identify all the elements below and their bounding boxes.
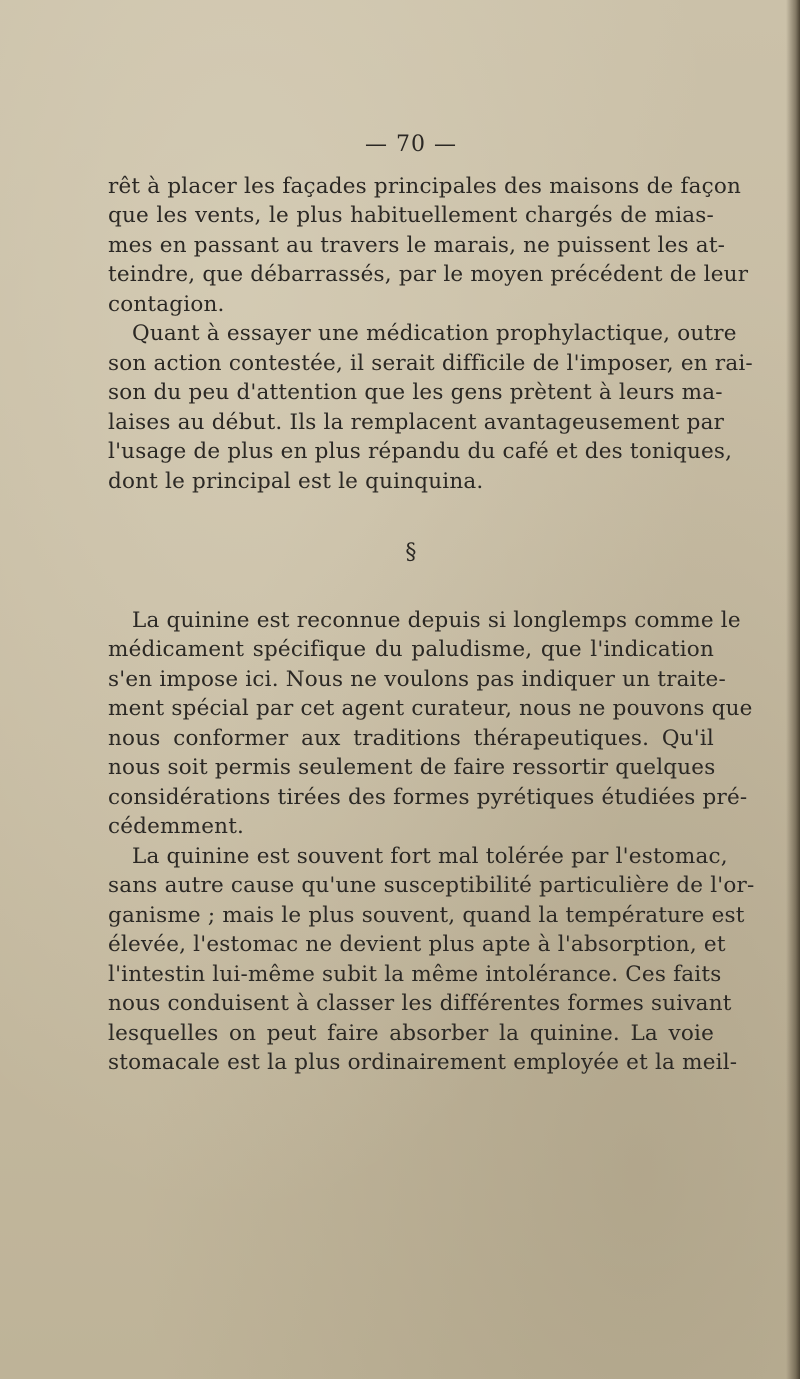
text-line: La quinine est reconnue depuis si longlemps comme le — [132, 607, 741, 633]
text-line: sans autre cause qu'une susceptibilité particulière de l'or- — [108, 873, 755, 898]
text-line: contagion. — [108, 291, 225, 317]
text-line: s'en impose ici. Nous ne voulons pas indiquer un traite- — [108, 666, 726, 692]
text-line: considérations tirées des formes pyrétiques étudiées pré- — [108, 784, 748, 810]
text-line: son du peu d'attention que les gens prètent à leurs ma- — [108, 380, 723, 405]
paragraph-3 — [108, 606, 753, 842]
text-line: laises au début. Ils la remplacent avantageusement par — [108, 409, 725, 435]
text-line: teindre, que débarrassés, par le moyen précédent de leur — [108, 262, 749, 287]
text-line: nous conduisent à classer les différentes formes suivant — [108, 991, 732, 1016]
text-line: mes en passant au travers le marais, ne puissent les at- — [108, 232, 726, 258]
text-line: ment spécial par cet agent curateur, nous ne pouvons que — [108, 696, 753, 721]
text-line: La quinine est souvent fort mal tolérée par l'estomac, — [132, 843, 728, 869]
text-line: ganisme ; mais le plus souvent, quand la température est — [108, 902, 745, 928]
paragraph-2 — [108, 319, 753, 496]
text-line: rêt à placer les façades principales des maisons de façon — [108, 173, 742, 199]
text-line: l'intestin lui-même subit la même intolérance. Ces faits — [108, 961, 722, 987]
paragraph-1 — [108, 172, 749, 320]
paragraph-4 — [108, 842, 755, 1078]
page-text-block — [108, 130, 755, 1078]
text-line: cédemment. — [108, 814, 245, 839]
text-line: que les vents, le plus habituellement chargés de mias- — [108, 203, 714, 228]
page-binding-edge — [786, 0, 800, 1379]
text-line: médicament spécifique du paludisme, que l'indication — [108, 637, 714, 662]
text-line: élevée, l'estomac ne devient plus apte à l'absorption, et — [108, 932, 726, 957]
text-line: lesquelles on peut faire absorber la quinine. La voie — [108, 1020, 714, 1046]
text-line: nous soit permis seulement de faire ressortir quelques — [108, 755, 716, 780]
text-line: Quant à essayer une médication prophylactique, outre — [132, 321, 737, 346]
section-mark: § — [405, 540, 417, 565]
text-line: nous conformer aux traditions thérapeutiques. Qu'il — [108, 725, 714, 751]
page-number: — 70 — — [365, 132, 457, 157]
text-line: stomacale est la plus ordinairement employée et la meil- — [108, 1050, 738, 1075]
text-line: son action contestée, il serait difficile de l'imposer, en rai- — [108, 350, 753, 376]
text-line: dont le principal est le quinquina. — [108, 468, 484, 494]
text-line: l'usage de plus en plus répandu du café et des toniques, — [108, 439, 733, 464]
